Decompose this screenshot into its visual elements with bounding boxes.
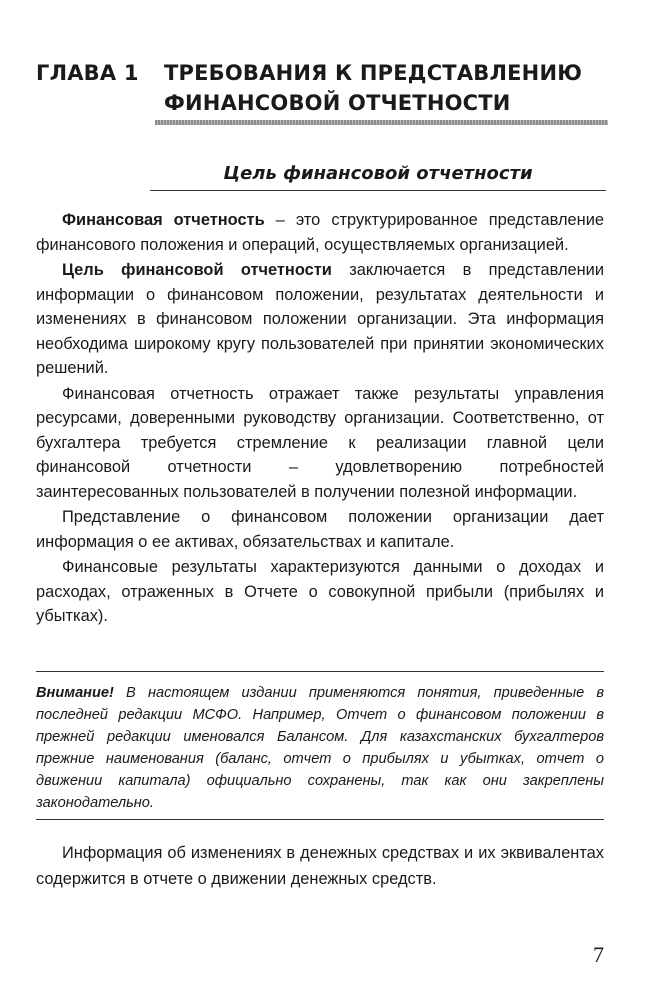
note-text: В настоящем издании применяются понятия, приведенные в последней редакции МСФО. Например, Отчет о финансовом положении в прежней редакции именовался Балансом. Для казахстанских бухгалтеров прежние наименования (баланс, отчет о прибылях и убытках, отчет о движении капитала) официально сохранены, так как они закреплены законодательно. <box>36 685 604 811</box>
paragraph-text: Финансовая отчетность отражает также результаты управления ресурсами, доверенными руководству организации. Соответственно, от бухгалтера требуется стремление к реализации главной цели финансовой отчетности – удовлетворению потребностей заинтересованных пользователей в получении полезной информации. <box>36 384 604 501</box>
page-number: 7 <box>593 942 604 967</box>
paragraph <box>36 505 604 554</box>
chapter-title-rule <box>155 120 608 125</box>
paragraph-text: Представление о финансовом положении организации дает информация о ее активах, обязательствах и капитале. <box>36 508 604 551</box>
paragraph-text: заключается в представлении информации о финансовом положении, результатах деятельности и изменениях в финансовом положении организации. Эта информация необходима широкому кругу пользователей при принятии экономических решений. <box>36 261 604 377</box>
paragraph <box>36 208 604 257</box>
paragraph-bold: Цель финансовой отчетности <box>62 261 332 279</box>
section-title: Цель финансовой отчетности <box>150 160 606 191</box>
paragraph <box>36 382 604 505</box>
paragraph-text: Финансовые результаты характеризуются данными о доходах и расходах, отраженных в Отчете о совокупной прибыли (прибылях и убытках). <box>36 558 604 625</box>
attention-note <box>36 671 604 820</box>
paragraph-bold: Финансовая отчетность <box>62 211 265 229</box>
chapter-number: ГЛАВА 1 <box>36 61 139 85</box>
paragraph <box>36 555 604 629</box>
paragraph-text: – это структурированное представление финансового положения и операций, осуществляемых организацией. <box>36 211 604 254</box>
chapter-header <box>36 58 606 118</box>
closing-text <box>36 840 604 892</box>
paragraph: Информация об изменениях в денежных средствах и их эквивалентах содержится в отчете о движении денежных средств. <box>36 844 604 888</box>
body-text <box>36 208 604 630</box>
chapter-title-line-1: ТРЕБОВАНИЯ К ПРЕДСТАВЛЕНИЮ <box>164 61 583 85</box>
chapter-title-line-2: ФИНАНСОВОЙ ОТЧЕТНОСТИ <box>164 91 511 115</box>
note-label: Внимание! <box>36 685 114 701</box>
paragraph <box>36 258 604 381</box>
